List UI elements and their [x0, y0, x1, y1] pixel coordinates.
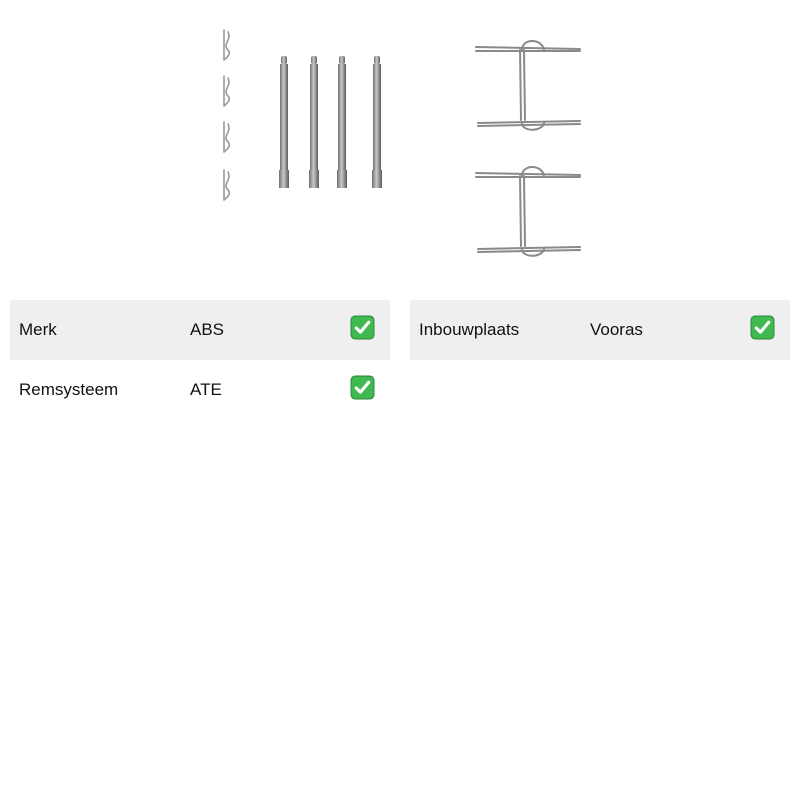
- spec-table-right: [410, 300, 790, 360]
- spec-label: Inbouwplaats: [419, 320, 520, 339]
- check-icon: [750, 315, 775, 340]
- spec-label: Merk: [19, 320, 57, 339]
- spec-value: Vooras: [590, 320, 643, 339]
- r-clip-1: [224, 30, 229, 60]
- anti-rattle-springs: [476, 41, 580, 256]
- spec-table-left: [10, 300, 390, 420]
- spec-value: ATE: [190, 380, 222, 399]
- spec-label: Remsysteem: [19, 380, 119, 399]
- spec-row-remsysteem: [10, 360, 390, 420]
- r-clip-4: [224, 170, 229, 200]
- anti-rattle-spring-2: [476, 167, 580, 256]
- anti-rattle-spring-1: [476, 41, 580, 130]
- spec-row-inbouwplaats: [410, 300, 790, 360]
- guide-pin-1: [279, 56, 289, 188]
- check-icon: [350, 375, 375, 400]
- r-clip-2: [224, 76, 229, 106]
- guide-pins: [279, 56, 382, 188]
- spec-value: ABS: [190, 320, 225, 339]
- product-image: [200, 20, 600, 270]
- guide-pin-3: [337, 56, 347, 188]
- spec-row-merk: [10, 300, 390, 360]
- r-clips: [224, 30, 229, 200]
- guide-pin-4: [372, 56, 382, 188]
- check-icon: [350, 315, 375, 340]
- r-clip-3: [224, 122, 229, 152]
- guide-pin-2: [309, 56, 319, 188]
